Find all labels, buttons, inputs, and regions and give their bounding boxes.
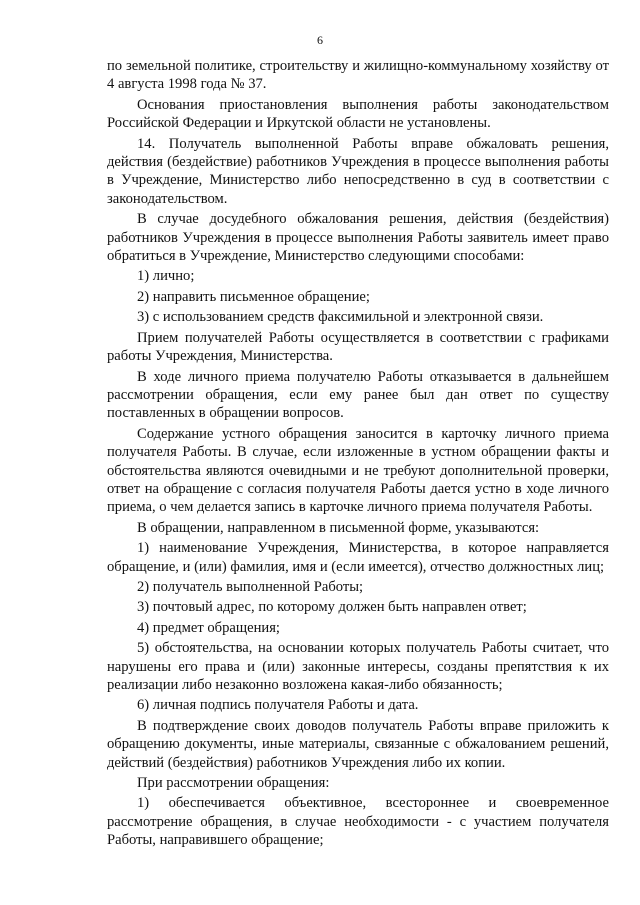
paragraph: 14. Получатель выполненной Работы вправе обжаловать решения, действия (бездействие) работников Учреждения в процессе выполнения работы в Учреждение, Министерство либо непосредственно в суд в соответствии с законодательством.	[107, 135, 609, 207]
paragraph: Содержание устного обращения заносится в карточку личного приема получателя Работы. В случае, если изложенные в устном обращении факты и обстоятельства являются очевидными и не требуют дополнительной проверки, ответ на обращение с согласия получателя Работы дается устно в ходе личного приема, о чем делается запись в карточке личного приема получателя Работы.	[107, 425, 609, 516]
list-item: 3) с использованием средств факсимильной и электронной связи.	[137, 309, 544, 326]
list-item: 6) личная подпись получателя Работы и дата.	[137, 697, 419, 714]
document-body	[107, 57, 609, 850]
list-item: 4) предмет обращения;	[137, 619, 280, 636]
list-item: 5) обстоятельства, на основании которых получатель Работы считает, что нарушены его права и (или) законные интересы, созданы препятствия к их реализации либо незаконно возложена какая-либо обязанность;	[107, 640, 609, 693]
list-item: 1) наименование Учреждения, Министерства, в которое направляется обращение, и (или) фамилия, имя и (если имеется), отчество должностных лиц;	[107, 540, 609, 575]
paragraph: В подтверждение своих доводов получатель Работы вправе приложить к обращению документы, иные материалы, связанные с обжалованием решений, действий (бездействия) работников Учреждения либо их копии.	[107, 717, 609, 771]
paragraph: В ходе личного приема получателю Работы отказывается в дальнейшем рассмотрении обращения, если ему ранее был дан ответ по существу поставленных в обращении вопросов.	[107, 368, 609, 422]
paragraph: Прием получателей Работы осуществляется в соответствии с графиками работы Учреждения, Министерства.	[107, 329, 609, 365]
list-item: 1) лично;	[137, 268, 195, 285]
page-number: 6	[317, 33, 323, 47]
paragraph: При рассмотрении обращения:	[137, 775, 330, 792]
list-item: 2) получатель выполненной Работы;	[137, 578, 364, 595]
paragraph: по земельной политике, строительству и жилищно-коммунальному хозяйству от 4 августа 1998 года № 37.	[107, 58, 609, 93]
paragraph: В обращении, направленном в письменной форме, указываются:	[137, 519, 540, 536]
paragraph: В случае досудебного обжалования решения, действия (бездействия) работников Учреждения в процессе выполнения Работы заявитель имеет право обратиться в Учреждение, Министерство следующими способами:	[107, 211, 609, 265]
list-item: 1) обеспечивается объективное, всестороннее и своевременное рассмотрение обращения, в случае необходимости - с участием получателя Работы, направившего обращение;	[107, 795, 609, 849]
paragraph: Основания приостановления выполнения работы законодательством Российской Федерации и Иркутской области не установлены.	[107, 96, 609, 132]
list-item: 3) почтовый адрес, по которому должен быть направлен ответ;	[137, 599, 527, 616]
list-item: 2) направить письменное обращение;	[137, 288, 370, 305]
